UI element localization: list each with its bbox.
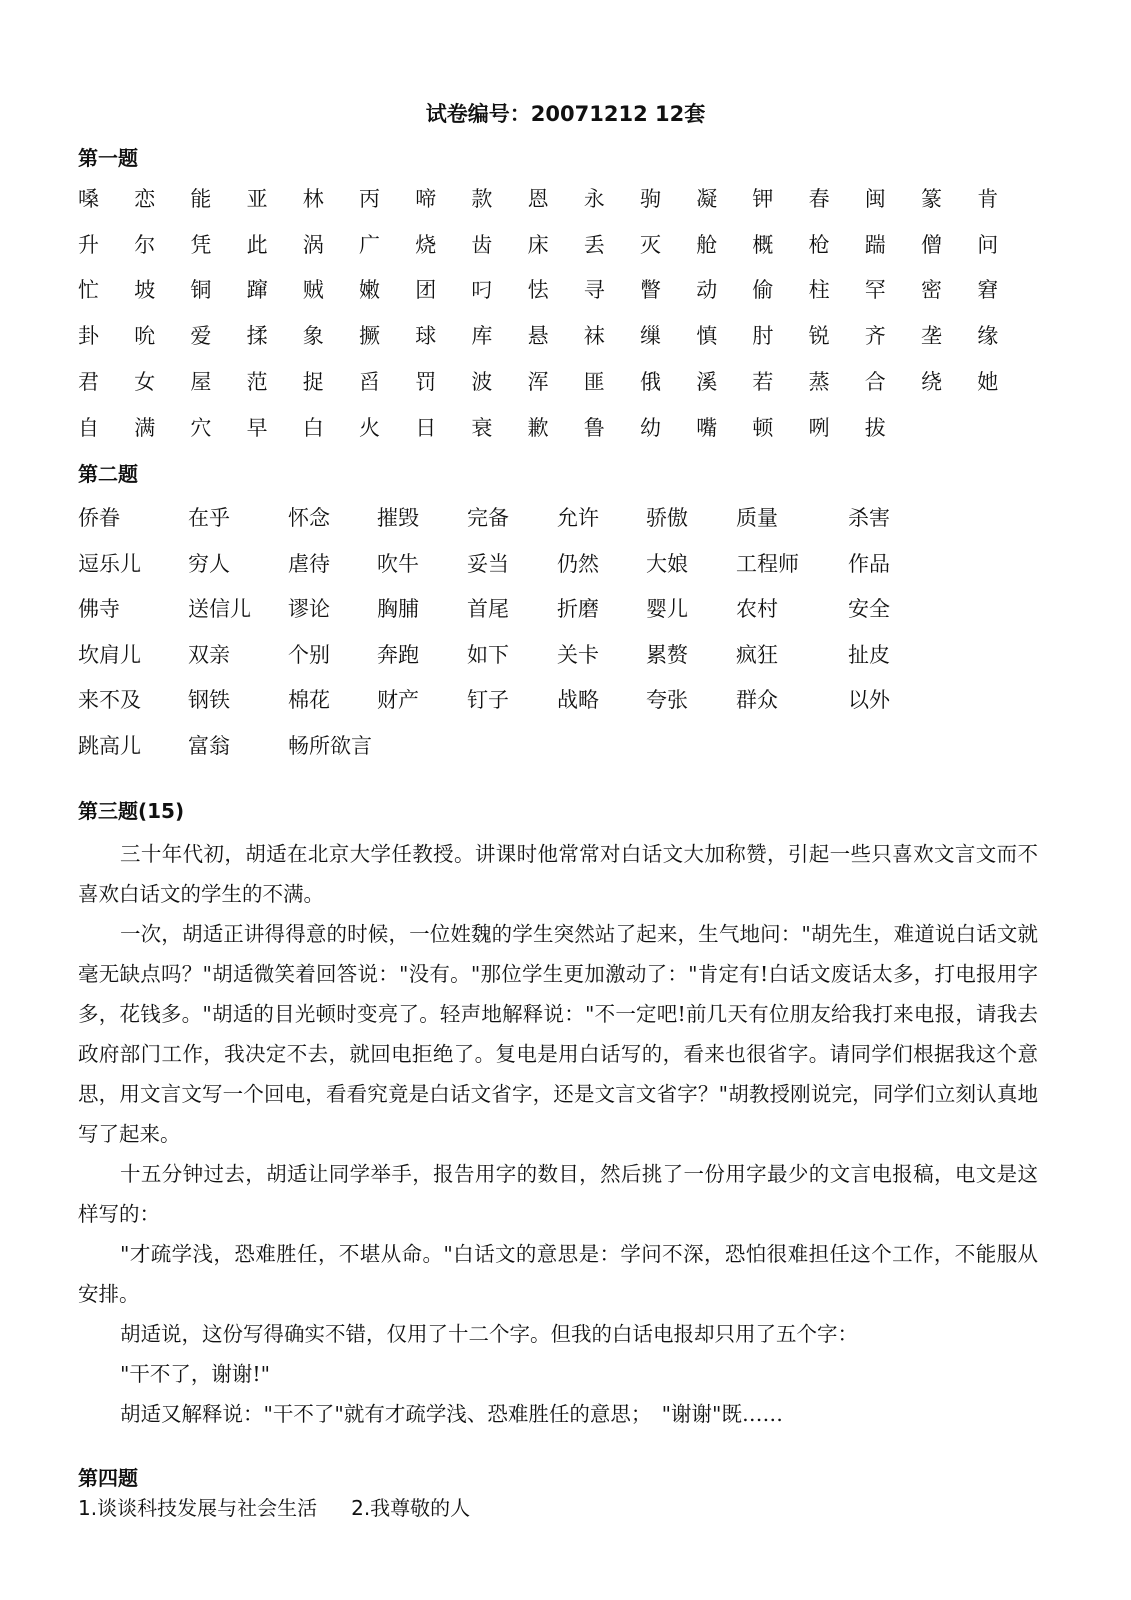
char-item: 林 [302,187,324,211]
passage-paragraph: 三十年代初，胡适在北京大学任教授。讲课时他常常对白话文大加称赞，引起一些只喜欢文言文而不喜欢白话文的学生的不满。 [78,842,1038,906]
passage-paragraph: "才疏学浅，恐难胜任，不堪从命。"白话文的意思是：学问不深，恐怕很难担任这个工作，不能服从安排。 [78,1242,1038,1306]
char-item: 铜 [190,278,212,303]
char-item: 蹿 [246,278,268,303]
char-item: 罕 [864,278,886,303]
char-item: 此 [246,232,268,257]
char-item: 捉 [302,369,324,394]
passage-paragraph: 胡适又解释说："干不了"就有才疏学浅、恐难胜任的意思； "谢谢"既…… [120,1402,783,1426]
char-item: 穴 [190,415,212,440]
char-item: 库 [471,324,493,349]
word-item: 来不及 [78,688,141,713]
char-item: 篆 [921,187,942,211]
word-item: 富翁 [188,734,230,758]
char-item: 范 [246,369,268,394]
word-item: 双亲 [188,642,230,667]
exam-title: 试卷编号：20071212 12套 [425,102,706,126]
word-item: 逗乐儿 [78,551,141,576]
char-item: 顿 [752,415,774,440]
char-item: 凭 [190,232,212,257]
char-item: 升 [78,232,99,257]
section3-heading: 第三题(15) [78,799,185,823]
char-item: 咧 [808,415,830,440]
char-item: 悬 [527,324,549,349]
char-item: 永 [583,187,605,211]
word-item: 如下 [467,642,509,667]
word-item: 谬论 [288,597,330,622]
char-item: 僧 [921,232,942,257]
word-item: 完备 [467,506,509,530]
word-item: 以外 [848,688,890,713]
word-item: 妥当 [467,551,509,576]
word-item: 怀念 [288,506,330,530]
char-item: 床 [527,232,549,257]
char-item: 恩 [527,187,549,211]
char-item: 齿 [471,232,493,257]
char-item: 日 [415,415,437,440]
char-item: 早 [246,415,268,440]
char-item: 拔 [864,415,886,440]
char-item: 团 [415,278,437,303]
word-item: 夸张 [646,688,688,713]
char-item: 溪 [696,369,718,394]
word-item: 农村 [736,597,778,622]
topic-item: 2.我尊敬的人 [351,1496,471,1520]
word-item: 在乎 [188,506,230,530]
char-item: 齐 [864,324,886,349]
char-item: 枪 [808,232,830,257]
char-item: 怯 [527,278,549,303]
section4-topics [78,1492,504,1521]
char-item: 忙 [78,278,99,303]
passage-paragraph: "干不了，谢谢!" [120,1362,271,1386]
word-item: 穷人 [188,551,230,576]
char-item: 概 [752,232,774,257]
char-item: 坡 [134,278,156,303]
word-item: 侨眷 [78,506,120,530]
char-item: 闽 [864,187,886,211]
char-item: 问 [977,232,999,257]
char-item: 揉 [246,324,268,349]
char-item: 鲁 [583,415,605,440]
char-item: 肘 [752,324,774,349]
word-item: 累赘 [646,642,688,667]
char-item: 窘 [977,278,999,303]
char-item: 合 [864,369,886,394]
topic-item: 1.谈谈科技发展与社会生活 [78,1496,318,1520]
char-item: 幼 [640,415,661,440]
word-item: 财产 [377,688,419,713]
passage-paragraph: 一次，胡适正讲得得意的时候，一位姓魏的学生突然站了起来，生气地问："胡先生，难道说白话文就毫无缺点吗？"胡适微笑着回答说："没有。"那位学生更加激动了："肯定有!白话文废话太多，打电报用字多，花钱多。"胡适的目光顿时变亮了。轻声地解释说："不一定吧!前几天有位朋友给我打来电报，请我去政府部门工作，我决定不去，就回电拒绝了。复电是用白话写的，看来也很省字。请同学们根据我这个意思，用文言文写一个回电，看看究竟是白话文省字，还是文言文省字？"胡教授刚说完，同学们立刻认真地写了起来。 [78,922,1038,1146]
word-item: 质量 [736,506,778,530]
char-item: 丙 [359,187,380,211]
char-item: 绕 [921,369,942,394]
char-item: 柱 [808,278,830,303]
section4-heading: 第四题 [78,1466,138,1490]
char-item: 密 [921,278,942,303]
char-item: 袜 [583,324,605,349]
char-item: 缘 [977,324,999,349]
word-item: 棉花 [288,688,330,713]
char-item: 广 [359,232,380,257]
word-item: 安全 [848,597,890,622]
word-item: 畅所欲言 [288,734,372,758]
char-item: 白 [302,415,324,440]
char-item: 瞥 [640,278,661,303]
char-item: 匪 [583,369,605,394]
char-item: 撅 [359,324,380,349]
char-item: 屋 [190,369,212,394]
word-item: 虐待 [288,551,330,576]
word-item: 跳高儿 [78,734,141,758]
word-item: 关卡 [557,642,599,667]
char-item: 动 [696,278,718,303]
char-item: 嘴 [696,415,718,440]
char-item: 亚 [246,187,268,211]
char-item: 驹 [640,187,661,211]
word-item: 折磨 [557,597,599,622]
char-item: 罚 [415,369,437,394]
char-item: 吮 [134,324,156,349]
section3-passage [78,834,1038,1434]
char-item: 灭 [640,232,661,257]
char-item: 缫 [640,324,661,349]
word-item: 允许 [557,506,599,530]
char-item: 火 [359,415,380,440]
char-item: 蒸 [808,369,830,394]
char-item: 衰 [471,415,493,440]
char-item: 涡 [302,232,324,257]
char-item: 偷 [752,278,774,303]
passage-paragraph: 胡适说，这份写得确实不错，仅用了十二个字。但我的白话电报却只用了五个字： [120,1322,858,1346]
word-item: 骄傲 [646,506,688,530]
word-item: 作品 [848,551,890,576]
word-item: 坎肩儿 [78,642,141,667]
char-item: 浑 [527,369,549,394]
char-item: 嫩 [359,278,380,303]
char-item: 爱 [190,324,212,349]
char-item: 歉 [527,415,549,440]
char-item: 寻 [583,278,605,303]
char-item: 叼 [471,278,493,303]
char-item: 钾 [752,187,774,211]
char-item: 若 [752,369,774,394]
word-item: 婴儿 [646,597,688,622]
word-item: 奔跑 [377,642,419,667]
word-item: 疯狂 [736,642,778,667]
passage-paragraph: 十五分钟过去，胡适让同学举手，报告用字的数目，然后挑了一份用字最少的文言电报稿，电文是这样写的： [78,1162,1038,1226]
word-item: 战略 [557,688,599,713]
word-item: 摧毁 [377,506,419,530]
char-item: 能 [190,187,212,211]
char-item: 满 [134,415,156,440]
char-item: 款 [471,187,493,211]
char-item: 慎 [696,324,718,349]
word-item: 首尾 [467,597,509,622]
word-item: 工程师 [736,551,799,576]
char-item: 踹 [864,232,886,257]
word-item: 仍然 [557,551,599,576]
char-item: 她 [977,369,999,394]
word-item: 扯皮 [848,642,890,667]
char-item: 君 [78,369,99,394]
char-item: 凝 [696,187,718,211]
word-item: 大娘 [646,551,688,576]
word-item: 送信儿 [188,597,251,622]
char-item: 啼 [415,187,437,211]
section2-heading: 第二题 [78,462,138,486]
char-item: 尔 [134,232,156,257]
char-item: 俄 [640,369,661,394]
char-item: 自 [78,415,99,440]
char-item: 肯 [977,187,999,211]
word-item: 佛寺 [78,597,120,622]
char-item: 垄 [921,324,942,349]
word-item: 个别 [288,642,330,667]
word-item: 钢铁 [188,688,230,713]
char-item: 球 [415,324,437,349]
char-item: 舱 [696,232,718,257]
section1-heading: 第一题 [78,146,138,170]
char-item: 恋 [134,187,156,211]
char-item: 贼 [302,278,324,303]
word-item: 吹牛 [377,551,419,576]
char-item: 嗓 [78,187,99,211]
word-item: 钉子 [467,688,509,713]
word-item: 群众 [736,688,778,713]
char-item: 春 [808,187,830,211]
char-item: 女 [134,369,156,394]
char-item: 舀 [359,369,380,394]
char-item: 烧 [415,232,437,257]
char-item: 丢 [583,232,605,257]
char-item: 锐 [808,324,830,349]
char-item: 卦 [78,324,99,349]
word-item: 胸脯 [377,597,419,622]
char-item: 象 [302,324,324,349]
word-item: 杀害 [848,506,890,530]
char-item: 波 [471,369,493,394]
